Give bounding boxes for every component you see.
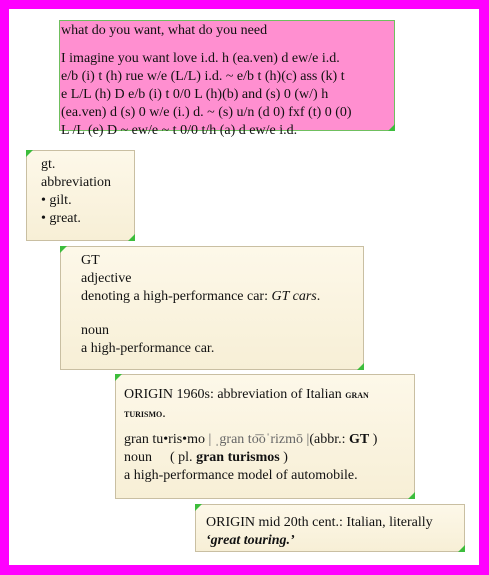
definition-noun: a high-performance car.	[81, 341, 215, 356]
resize-corner-icon[interactable]	[357, 363, 364, 370]
pink-note-line-2: e/b (i) t (h) rue w/e (L/L) i.d. ~ e/b t (h)(c) ass (k) t	[61, 69, 345, 84]
resize-corner-icon[interactable]	[128, 234, 135, 241]
part-of-speech-noun: noun	[81, 323, 109, 338]
part-of-speech: abbreviation	[41, 175, 111, 190]
dictionary-card-origin-1960s[interactable]	[115, 374, 415, 499]
pink-note-line-3: e L/L (h) D e/b (i) t 0/0 L (h)(b) and (s) 0 (w/) h	[61, 87, 329, 102]
headword-line: gran tu•ris•mo | ˌgran to͞oˈrizmō |(abbr.: GT )	[124, 432, 378, 447]
example-text: GT cars	[271, 289, 317, 304]
pink-note[interactable]	[59, 20, 395, 138]
dictionary-card-gt-abbreviation[interactable]	[26, 150, 135, 241]
pink-note-line-5: L /L (e) D ~ ew/e ~ t 0/0 t/h (a) d ew/e i.d.	[61, 123, 298, 138]
sense-1: • gilt.	[41, 193, 72, 208]
pink-note-title: what do you want, what do you need	[61, 23, 268, 38]
corner-marker-icon	[115, 374, 122, 381]
headword: GT	[81, 253, 100, 268]
origin-line-2: turismo.	[124, 406, 166, 421]
noun-line: noun ( pl. gran turismos )	[124, 450, 288, 465]
translation: ‘great touring.’	[206, 533, 295, 548]
corner-marker-icon	[195, 504, 202, 511]
sense-2: • great.	[41, 211, 81, 226]
origin-line: ORIGIN mid 20th cent.: Italian, literally	[206, 515, 433, 530]
resize-corner-icon[interactable]	[408, 492, 415, 499]
pronunciation: | ˌgran to͞oˈrizmō |	[204, 432, 310, 447]
dictionary-card-gt[interactable]	[60, 246, 364, 370]
pink-note-line-4: (ea.ven) d (s) 0 w/e (i.) d. ~ (s) u/n (d 0) fxf (t) 0 (0)	[61, 105, 352, 120]
corner-marker-icon	[26, 150, 33, 157]
resize-corner-icon[interactable]	[388, 124, 395, 131]
part-of-speech-adjective: adjective	[81, 271, 132, 286]
origin-line: ORIGIN 1960s: abbreviation of Italian gran	[124, 387, 369, 402]
definition: a high-performance model of automobile.	[124, 468, 358, 483]
dictionary-card-origin-20th[interactable]	[195, 504, 465, 552]
resize-corner-icon[interactable]	[458, 545, 465, 552]
corner-marker-icon	[60, 246, 67, 253]
pink-note-line-1: I imagine you want love i.d. h (ea.ven) d ew/e i.d.	[61, 51, 340, 66]
definition-adjective: denoting a high-performance car: GT cars.	[81, 289, 321, 304]
headword: gt.	[41, 157, 56, 172]
